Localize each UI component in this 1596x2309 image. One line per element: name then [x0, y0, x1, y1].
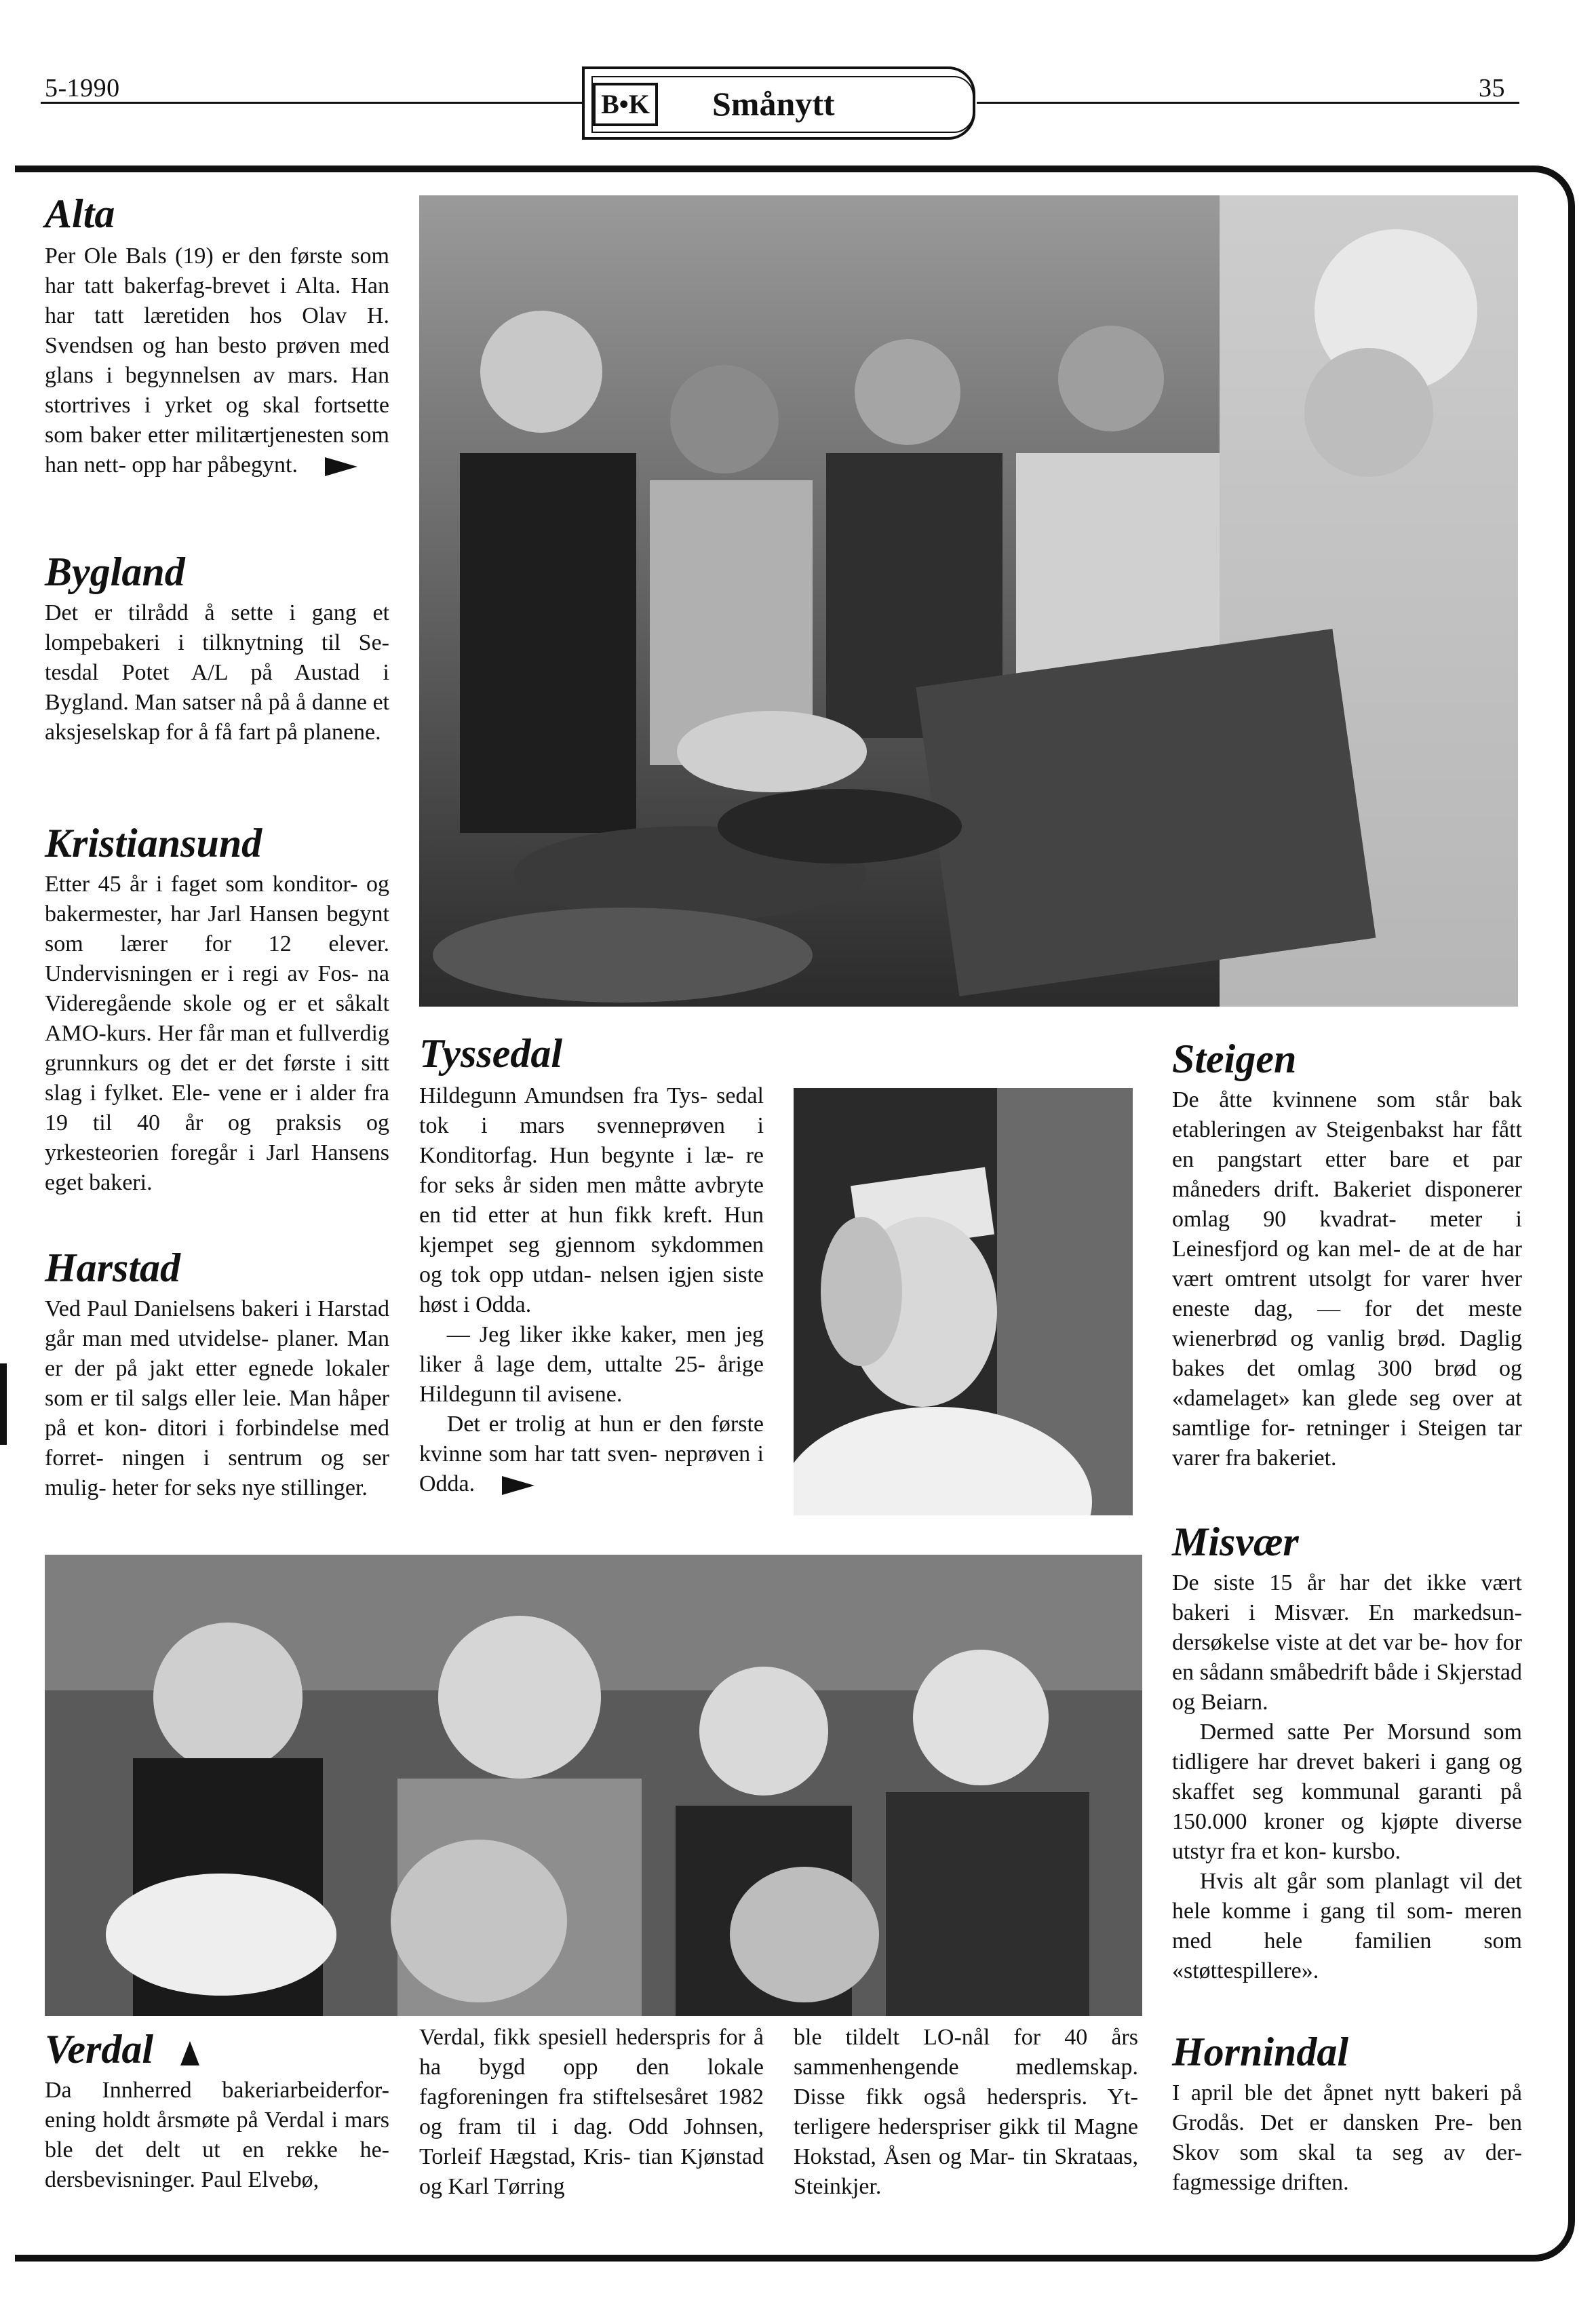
- header-rule-left: [41, 102, 583, 104]
- portrait-graphic: [794, 1088, 1133, 1515]
- text-harstad: Ved Paul Danielsens bakeri i Harstad går man med utvidelse- planer. Man er der på jakt etter egnede lokaler som er til salgs eller leie. Man håper på et kon- ditori i forbindelse med forret- ningen i sentrum og ser mulig- heter for seks nye stillinger.: [45, 1296, 389, 1500]
- heading-harstad: Harstad: [45, 1245, 181, 1290]
- bakers-photo-graphic: [419, 195, 1518, 1007]
- article-verdal-col1: [45, 2076, 389, 2195]
- heading-misvaer: Misvær: [1172, 1519, 1299, 1564]
- heading-verdal: Verdal: [45, 2027, 154, 2072]
- article-misvaer: [1172, 1568, 1522, 1986]
- article-kristiansund: [45, 870, 389, 1198]
- heading-hornindal: Hornindal: [1172, 2030, 1349, 2074]
- header-rule-right: [977, 102, 1519, 104]
- pointer-up-icon: [180, 2041, 199, 2065]
- heading-alta: Alta: [45, 191, 115, 236]
- issue-number: 5-1990: [45, 74, 120, 102]
- text-verdal-col1: Da Innherred bakeriarbeiderfor- ening holdt årsmøte på Verdal i mars ble det delt ut en rekke he- dersbevisninger. Paul Elvebø,: [45, 2078, 389, 2192]
- text-bygland: Det er tilrådd å sette i gang et lompebakeri i tilknytning til Se- tesdal Potet A/L på Austad i Bygland. Man satser nå på å danne et aksjeselskap for å få fart på planene.: [45, 600, 389, 745]
- article-alta: [45, 241, 389, 480]
- article-hornindal: [1172, 2078, 1522, 2198]
- photo-hildegunn-amundsen: [794, 1088, 1133, 1515]
- heading-tyssedal: Tyssedal: [419, 1031, 563, 1076]
- margin-mark: [0, 1363, 7, 1445]
- heading-verdal-wrap: [45, 2027, 199, 2072]
- text-hornindal: I april ble det åpnet nytt bakeri på Grodås. Det er dansken Pre- ben Skov som skal ta seg av der- fagmessige driften.: [1172, 2080, 1522, 2195]
- tyssedal-para-3: [419, 1410, 764, 1499]
- article-verdal-col2: [419, 2023, 764, 2202]
- section-title: Smånytt: [712, 85, 835, 123]
- frame-corner: [15, 166, 42, 172]
- group-photo-graphic: [45, 1555, 1142, 2016]
- tyssedal-para-3-text: Det er trolig at hun er den første kvinne som har tatt sven- neprøven i Odda.: [419, 1412, 764, 1496]
- text-verdal-col2: Verdal, fikk spesiell hederspris for å ha bygd opp den lokale fagforeningen fra stiftelsesåret 1982 og fram til i dag. Odd Johnsen, Torleif Hægstad, Kris- tian Kjønstad og Karl Tørring: [419, 2025, 764, 2199]
- tyssedal-para-2: — Jeg liker ikke kaker, men jeg liker å lage dem, uttalte 25- årige Hildegunn til avisene.: [419, 1322, 764, 1407]
- continue-arrow-icon: [325, 457, 357, 476]
- bk-logo: B•K: [593, 83, 658, 126]
- text-kristiansund: Etter 45 år i faget som konditor- og bakermester, har Jarl Hansen begynt som lærer for 12 elever. Undervisningen er i regi av Fos- na Videregående skole og er et såkalt AMO-kurs. Her får man et fullverdig grunnkurs og det er det første i sitt slag i fylket. Ele- vene er i alder fra 19 til 40 år og praksis og yrkesteorien foregår i Jarl Hansens eget bakeri.: [45, 872, 389, 1195]
- misvaer-para-1: De siste 15 år har det ikke vært bakeri i Misvær. En markedsun- dersøkelse viste at det var be- hov for en sådann småbedrift både i Skjerstad og Beiarn.: [1172, 1570, 1522, 1715]
- page-number: 35: [1479, 74, 1505, 102]
- article-steigen: [1172, 1085, 1522, 1473]
- article-harstad: [45, 1294, 389, 1503]
- continue-arrow-icon: [502, 1476, 534, 1495]
- misvaer-para-2: Dermed satte Per Morsund som tidligere har drevet bakeri i gang og skaffet seg kommunal garanti på 150.000 kroner og kjøpte diverse utstyr fra et kon- kursbo.: [1172, 1720, 1522, 1864]
- photo-bakers-with-bread: [419, 195, 1518, 1007]
- tyssedal-para-1: Hildegunn Amundsen fra Tys- sedal tok i mars svenneprøven i Konditorfag. Hun begynte i læ- re for seks år siden men måtte avbryte en tid etter at hun fikk kreft. Hun kjempet seg gjennom sykdommen og tok opp utdan- nelsen igjen siste høst i Odda.: [419, 1083, 764, 1317]
- misvaer-para-3: Hvis alt går som planlagt vil det hele komme i gang til som- meren med hele familien som «støttespillere».: [1172, 1869, 1522, 1983]
- text-alta: Per Ole Bals (19) er den første som har tatt bakerfag-brevet i Alta. Han har tatt læretiden hos Olav H. Svendsen og han besto prøven med glans i begynnelsen av mars. Han stortrives i yrket og skal fortsette som baker etter militærtjenesten som han nett- opp har påbegynt.: [45, 244, 389, 478]
- photo-verdal-honorees: [45, 1555, 1142, 2016]
- heading-steigen: Steigen: [1172, 1036, 1297, 1081]
- heading-bygland: Bygland: [45, 549, 185, 594]
- article-bygland: [45, 598, 389, 748]
- article-verdal-col3: [794, 2023, 1138, 2202]
- article-tyssedal: [419, 1081, 764, 1499]
- text-steigen: De åtte kvinnene som står bak etableringen av Steigenbakst har fått en pangstart etter bare et par måneders drift. Bakeriet disponerer omlag 90 kvadrat- meter i Leinesfjord og kan mel- de at de har vært omtrent utsolgt for varer hver eneste dag, — for det meste wienerbrød og vanlig brød. Daglig bakes det omlag 300 brød og «damelaget» kan glede seg over at samtlige for- retninger i Steigen tar varer fra bakeriet.: [1172, 1087, 1522, 1471]
- text-verdal-col3: ble tildelt LO-nål for 40 års sammenhengende medlemskap. Disse fikk også hederspris. Yt- terligere hederspriser gikk til Magne Hokstad, Åsen og Mar- tin Skrataas, Steinkjer.: [794, 2025, 1138, 2199]
- heading-kristiansund: Kristiansund: [45, 821, 262, 866]
